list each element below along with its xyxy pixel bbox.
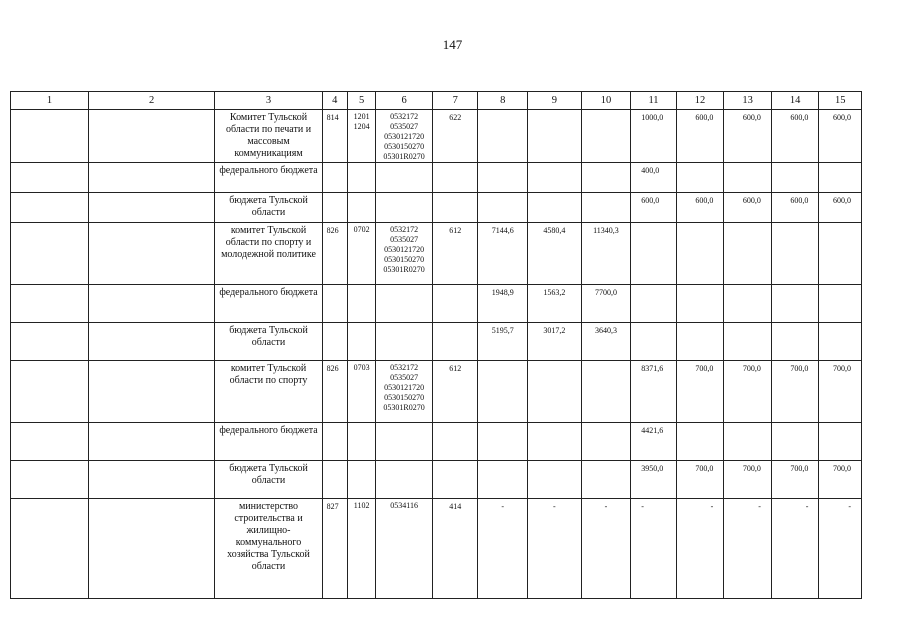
table-cell: 600,0 (676, 193, 724, 223)
header-cell: 8 (478, 92, 528, 110)
table-cell (11, 423, 89, 461)
table-cell: 600,0 (771, 110, 819, 163)
table-cell (771, 163, 819, 193)
table-cell: 600,0 (724, 110, 772, 163)
table-cell: 622 (432, 110, 478, 163)
table-cell: - (631, 499, 677, 599)
table-cell (88, 193, 214, 223)
table-cell (347, 461, 375, 499)
table-cell: министерство строительства и жилищно-коммунального хозяйства Тульской области (215, 499, 322, 599)
table-cell (771, 223, 819, 285)
table-cell (88, 285, 214, 323)
table-cell (581, 461, 631, 499)
table-cell: Комитет Тульской области по печати и массовым коммуникациям (215, 110, 322, 163)
table-cell (322, 323, 347, 361)
table-cell: 612 (432, 223, 478, 285)
table-cell (724, 323, 772, 361)
table-cell (347, 285, 375, 323)
table-cell (88, 361, 214, 423)
table-cell: 7700,0 (581, 285, 631, 323)
table-cell (478, 361, 528, 423)
table-cell: 7144,6 (478, 223, 528, 285)
table-cell (581, 110, 631, 163)
budget-table (10, 91, 862, 599)
table-cell (771, 285, 819, 323)
table-cell: 826 (322, 361, 347, 423)
table-cell: 600,0 (819, 193, 862, 223)
table-cell (478, 110, 528, 163)
table-cell (676, 423, 724, 461)
page-number: 147 (442, 37, 463, 52)
table-cell (478, 193, 528, 223)
table-cell: 600,0 (724, 193, 772, 223)
table-cell: 700,0 (724, 461, 772, 499)
table-cell (771, 323, 819, 361)
table-cell (11, 285, 89, 323)
table-cell (676, 163, 724, 193)
table-cell (11, 110, 89, 163)
table-row (11, 193, 862, 223)
table-cell: 700,0 (771, 461, 819, 499)
table-cell (432, 423, 478, 461)
table-cell (347, 163, 375, 193)
table-cell (528, 110, 582, 163)
table-cell (432, 163, 478, 193)
table-cell (724, 163, 772, 193)
table-cell (581, 361, 631, 423)
header-cell: 12 (676, 92, 724, 110)
header-cell: 7 (432, 92, 478, 110)
table-cell: бюджета Тульской области (215, 323, 322, 361)
table-cell: 600,0 (771, 193, 819, 223)
table-cell (376, 323, 433, 361)
table-cell (581, 163, 631, 193)
table-cell (88, 499, 214, 599)
table-cell: 0702 (347, 223, 375, 285)
table-cell: 814 (322, 110, 347, 163)
table-cell (724, 423, 772, 461)
table-cell (478, 423, 528, 461)
header-cell: 14 (771, 92, 819, 110)
table-cell: бюджета Тульской области (215, 461, 322, 499)
table-cell: - (724, 499, 772, 599)
table-cell: - (771, 499, 819, 599)
table-cell: 600,0 (676, 110, 724, 163)
table-row (11, 361, 862, 423)
table-cell: федерального бюджета (215, 423, 322, 461)
table-cell (478, 163, 528, 193)
table-cell (528, 193, 582, 223)
table-cell: 0532172 0535027 0530121720 0530150270 05301R0270 (376, 110, 433, 163)
table-cell (88, 323, 214, 361)
table-cell (676, 285, 724, 323)
table-cell (376, 285, 433, 323)
table-cell: федерального бюджета (215, 285, 322, 323)
table-cell: федерального бюджета (215, 163, 322, 193)
table-cell: 600,0 (819, 110, 862, 163)
table-cell (528, 461, 582, 499)
table-cell (376, 163, 433, 193)
table-cell (11, 361, 89, 423)
table-cell (376, 423, 433, 461)
table-cell (322, 423, 347, 461)
table-cell (88, 163, 214, 193)
table-cell: 3017,2 (528, 323, 582, 361)
table-cell (322, 461, 347, 499)
header-cell: 15 (819, 92, 862, 110)
table-cell: 1000,0 (631, 110, 677, 163)
table-cell: бюджета Тульской области (215, 193, 322, 223)
table-cell (322, 193, 347, 223)
table-cell: 3950,0 (631, 461, 677, 499)
header-cell: 5 (347, 92, 375, 110)
table-cell: 3640,3 (581, 323, 631, 361)
table-cell: 4580,4 (528, 223, 582, 285)
table-cell: 612 (432, 361, 478, 423)
table-cell (11, 193, 89, 223)
table-cell (322, 163, 347, 193)
table-row (11, 499, 862, 599)
table-cell (322, 285, 347, 323)
table-cell (631, 323, 677, 361)
table-cell: - (478, 499, 528, 599)
table-cell: 700,0 (676, 361, 724, 423)
table-cell (347, 423, 375, 461)
table-cell: комитет Тульской области по спорту (215, 361, 322, 423)
table-cell (528, 423, 582, 461)
table-cell: - (819, 499, 862, 599)
table-cell (528, 361, 582, 423)
table-cell (771, 423, 819, 461)
table-row (11, 110, 862, 163)
table-cell (432, 323, 478, 361)
table-row (11, 461, 862, 499)
table-cell (581, 423, 631, 461)
table-row (11, 323, 862, 361)
table-cell: 700,0 (676, 461, 724, 499)
header-cell: 3 (215, 92, 322, 110)
table-cell: 1563,2 (528, 285, 582, 323)
table-cell: 700,0 (771, 361, 819, 423)
table-cell (478, 461, 528, 499)
table-cell (88, 461, 214, 499)
table-cell (11, 499, 89, 599)
table-cell: 0534116 (376, 499, 433, 599)
table-cell (528, 163, 582, 193)
table-cell (819, 323, 862, 361)
table-cell (676, 323, 724, 361)
header-cell: 6 (376, 92, 433, 110)
table-cell: 4421,6 (631, 423, 677, 461)
table-cell (11, 163, 89, 193)
table-cell: 1948,9 (478, 285, 528, 323)
table-cell: 827 (322, 499, 347, 599)
table-cell: 0532172 0535027 0530121720 0530150270 05301R0270 (376, 361, 433, 423)
table-cell (676, 223, 724, 285)
table-cell (88, 223, 214, 285)
header-cell: 4 (322, 92, 347, 110)
table-cell (581, 193, 631, 223)
header-cell: 9 (528, 92, 582, 110)
table-cell (347, 323, 375, 361)
table-cell (819, 163, 862, 193)
table-cell: 414 (432, 499, 478, 599)
table-row (11, 163, 862, 193)
table-cell: 400,0 (631, 163, 677, 193)
table-cell (88, 423, 214, 461)
table-cell: - (528, 499, 582, 599)
table-cell: - (676, 499, 724, 599)
table-cell: 700,0 (819, 361, 862, 423)
table-cell: комитет Тульской области по спорту и молодежной политике (215, 223, 322, 285)
table-cell: 5195,7 (478, 323, 528, 361)
header-cell: 1 (11, 92, 89, 110)
table-row (11, 223, 862, 285)
table-cell (432, 285, 478, 323)
table-cell: 8371,6 (631, 361, 677, 423)
table-cell (724, 285, 772, 323)
table-cell (819, 423, 862, 461)
table-cell (11, 223, 89, 285)
table-row (11, 423, 862, 461)
table-cell (88, 110, 214, 163)
table-cell: - (581, 499, 631, 599)
table-cell (11, 323, 89, 361)
table-cell: 826 (322, 223, 347, 285)
table-cell (376, 461, 433, 499)
table-cell: 1201 1204 (347, 110, 375, 163)
table-cell (631, 223, 677, 285)
table-cell (819, 223, 862, 285)
table-cell: 700,0 (724, 361, 772, 423)
header-cell: 13 (724, 92, 772, 110)
table-cell (11, 461, 89, 499)
table-cell (724, 223, 772, 285)
table-cell: 0703 (347, 361, 375, 423)
header-cell: 10 (581, 92, 631, 110)
table-cell: 700,0 (819, 461, 862, 499)
table-cell (631, 285, 677, 323)
table-cell: 600,0 (631, 193, 677, 223)
table-cell (347, 193, 375, 223)
table-row (11, 285, 862, 323)
table-cell: 11340,3 (581, 223, 631, 285)
header-row (11, 92, 862, 110)
table-cell (432, 461, 478, 499)
table-cell (376, 193, 433, 223)
table-cell (819, 285, 862, 323)
header-cell: 11 (631, 92, 677, 110)
table-cell: 0532172 0535027 0530121720 0530150270 05301R0270 (376, 223, 433, 285)
table-cell: 1102 (347, 499, 375, 599)
header-cell: 2 (88, 92, 214, 110)
table-cell (432, 193, 478, 223)
